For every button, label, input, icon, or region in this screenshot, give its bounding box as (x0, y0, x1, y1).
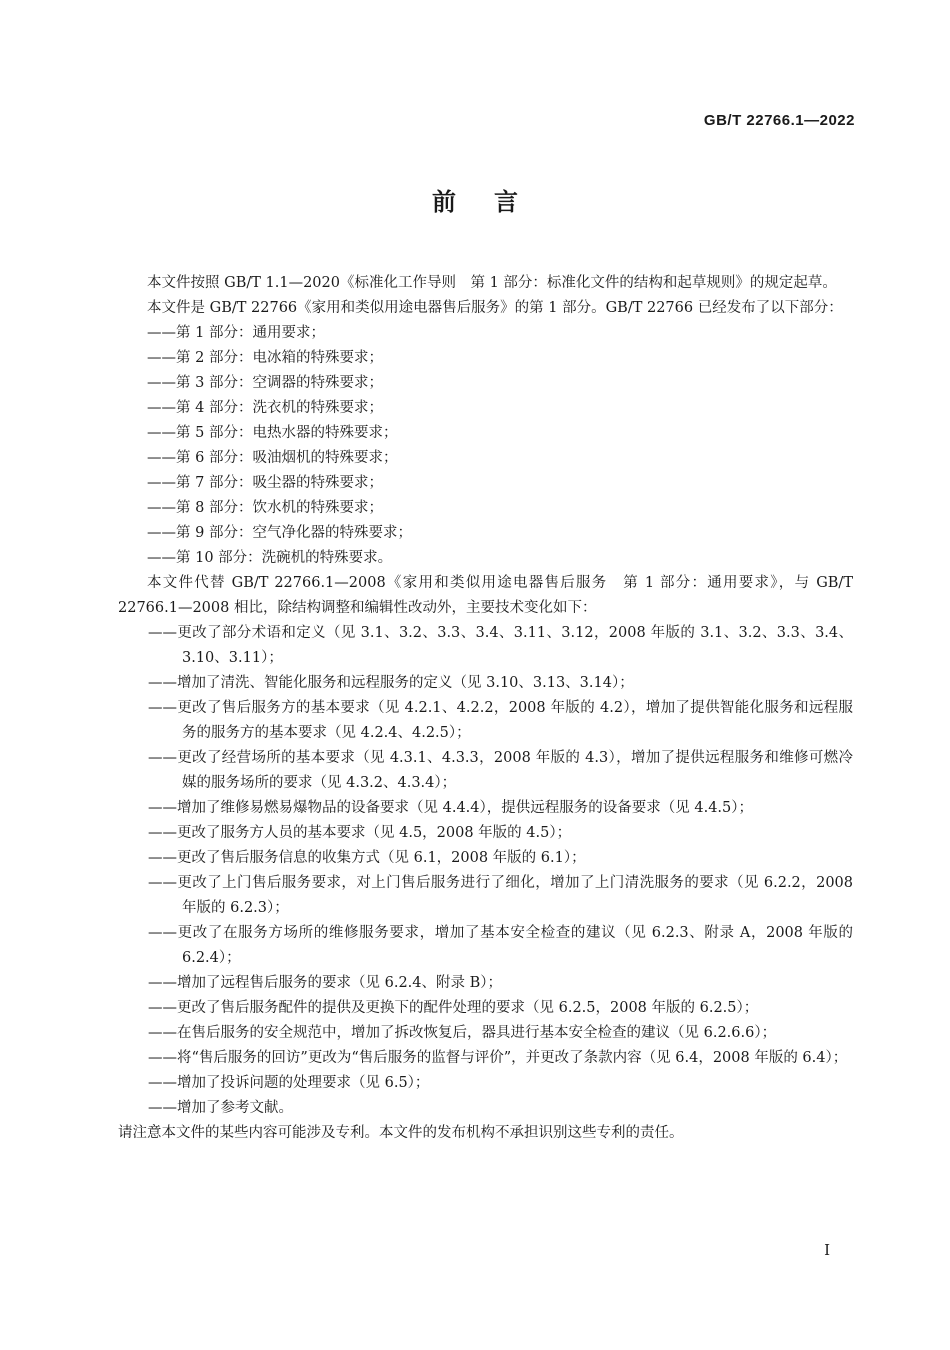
foreword-body (118, 271, 853, 1146)
intro-paragraph-1: 本文件按照 GB/T 1.1—2020《标准化工作导则 第 1 部分：标准化文件的结构和起草规则》的规定起草。 (147, 275, 837, 291)
intro-paragraph-2: 本文件是 GB/T 22766《家用和类似用途电器售后服务》的第 1 部分。GB/T 22766 已经发布了以下部分： (147, 300, 843, 316)
replace-paragraph: 本文件代替 GB/T 22766.1—2008《家用和类似用途电器售后服务 第 1 部分：通用要求》，与 GB/T 22766.1—2008 相比，除结构调整和编辑性改动外，主要技术变化如下： (118, 575, 853, 616)
list-item: ——增加了远程售后服务的要求（见 6.2.4、附录 B）； (148, 975, 503, 991)
list-item: ——更改了售后服务方的基本要求（见 4.2.1、4.2.2，2008 年版的 4.2），增加了提供智能化服务和远程服务的服务方的基本要求（见 4.2.4、4.2.5）； (148, 700, 853, 741)
list-item: ——第 1 部分：通用要求； (147, 325, 325, 341)
list-item: ——增加了清洗、智能化服务和远程服务的定义（见 3.10、3.13、3.14）； (148, 675, 634, 691)
list-item: ——第 3 部分：空调器的特殊要求； (147, 375, 383, 391)
page-title: 前言 (432, 188, 556, 216)
patent-note: 请注意本文件的某些内容可能涉及专利。本文件的发布机构不承担识别这些专利的责任。 (118, 1125, 684, 1141)
list-item: ——将“售后服务的回访”更改为“售后服务的监督与评价”，并更改了条款内容（见 6.4，2008 年版的 6.4）； (148, 1050, 848, 1066)
list-item: ——更改了上门售后服务要求，对上门售后服务进行了细化，增加了上门清洗服务的要求（见 6.2.2，2008 年版的 6.2.3）； (148, 875, 853, 916)
list-item: ——第 10 部分：洗碗机的特殊要求。 (147, 550, 393, 566)
list-item: ——更改了售后服务信息的收集方式（见 6.1，2008 年版的 6.1）； (148, 850, 586, 866)
list-item: ——增加了维修易燃易爆物品的设备要求（见 4.4.4），提供远程服务的设备要求（见 4.4.5）； (148, 800, 754, 816)
parts-list (118, 321, 853, 571)
list-item: ——更改了服务方人员的基本要求（见 4.5，2008 年版的 4.5）； (148, 825, 572, 841)
list-item: ——更改了部分术语和定义（见 3.1、3.2、3.3、3.4、3.11、3.12，2008 年版的 3.1、3.2、3.3、3.4、3.10、3.11）； (148, 625, 853, 666)
list-item: ——更改了经营场所的基本要求（见 4.3.1、4.3.3，2008 年版的 4.3），增加了提供远程服务和维修可燃冷媒的服务场所的要求（见 4.3.2、4.3.4）； (148, 750, 853, 791)
list-item: ——更改了售后服务配件的提供及更换下的配件处理的要求（见 6.2.5，2008 年版的 6.2.5）； (148, 1000, 759, 1016)
list-item: ——第 6 部分：吸油烟机的特殊要求； (147, 450, 398, 466)
list-item: ——第 4 部分：洗衣机的特殊要求； (147, 400, 383, 416)
list-item: ——更改了在服务方场所的维修服务要求，增加了基本安全检查的建议（见 6.2.3、附录 A，2008 年版的 6.2.4）； (148, 925, 853, 966)
page-number: Ⅰ (824, 1241, 830, 1259)
list-item: ——第 8 部分：饮水机的特殊要求； (147, 500, 383, 516)
list-item: ——第 5 部分：电热水器的特殊要求； (147, 425, 398, 441)
list-item: ——在售后服务的安全规范中，增加了拆改恢复后，器具进行基本安全检查的建议（见 6.2.6.6）； (148, 1025, 777, 1041)
list-item: ——第 2 部分：电冰箱的特殊要求； (147, 350, 383, 366)
list-item: ——增加了参考文献。 (148, 1100, 293, 1116)
document-code: GB/T 22766.1—2022 (703, 112, 855, 129)
list-item: ——第 7 部分：吸尘器的特殊要求； (147, 475, 383, 491)
list-item: ——增加了投诉问题的处理要求（见 6.5）； (148, 1075, 430, 1091)
list-item: ——第 9 部分：空气净化器的特殊要求； (147, 525, 412, 541)
changes-list (118, 621, 853, 1121)
